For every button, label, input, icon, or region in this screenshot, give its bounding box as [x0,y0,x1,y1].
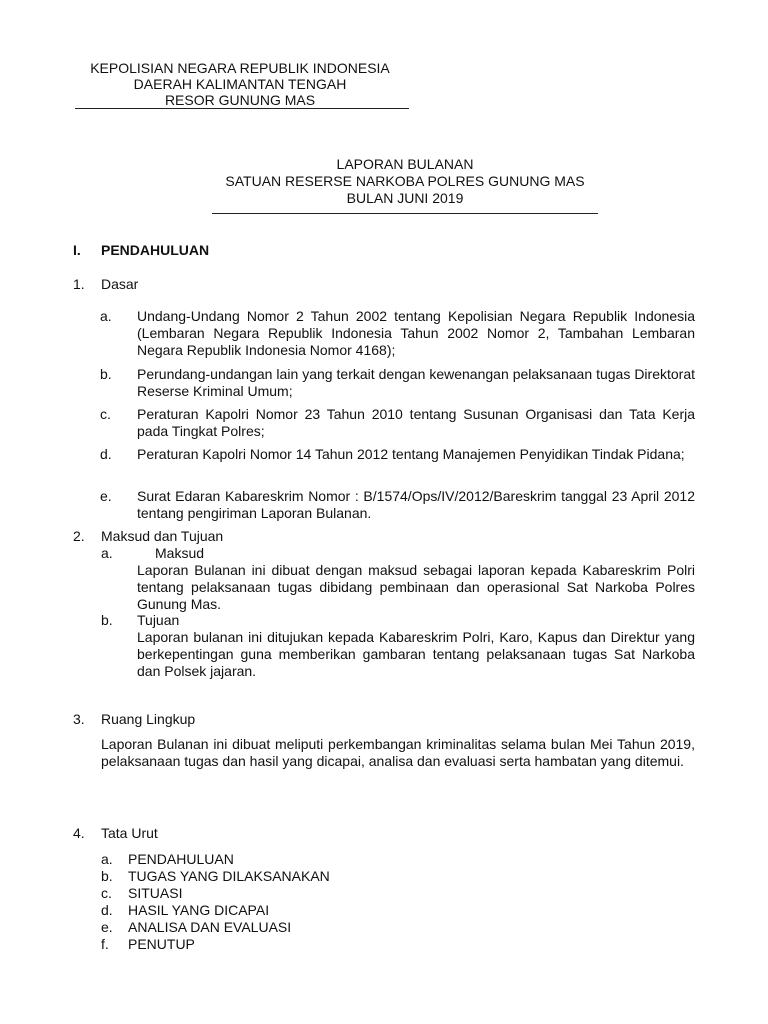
item-title: Maksud dan Tujuan [101,528,224,544]
tujuan-title: Tujuan [137,612,180,628]
section-number: I. [73,242,81,258]
list-item [101,902,330,919]
ruang-text: Laporan Bulanan ini dibuat meliputi perkembangan kriminalitas selama bulan Mei Tahun 2019, pelaksanaan tugas dan hasil yang dicapai, analisa dan evaluasi serta hambatan yang ditemui. [101,736,695,769]
item-number: 2. [73,528,85,544]
dasar-item-text: Peraturan Kapolri Nomor 14 Tahun 2012 tentang Manajemen Penyidikan Tindak Pidana; [137,446,685,462]
list-item [101,851,330,868]
list-item [101,919,330,936]
letterhead [60,60,420,108]
dasar-item-letter: e. [100,488,112,504]
report-title [100,156,710,214]
list-item-text: PENDAHULUAN [128,851,234,867]
report-title-line-2: SATUAN RESERSE NARKOBA POLRES GUNUNG MAS [225,173,585,189]
maksud-text: Laporan Bulanan ini dibuat dengan maksud sebagai laporan kepada Kabareskrim Polri tentang pelaksanaan tugas dibidang pembinaan dan operasional Sat Narkoba Polres Gunung Mas. [137,562,695,612]
list-item-text: SITUASI [128,885,183,901]
maksud-letter: a. [101,545,113,561]
letterhead-line-2: DAERAH KALIMANTAN TENGAH [133,76,347,92]
dasar-item-text: Perundang-undangan lain yang terkait dengan kewenangan pelaksanaan tugas Direktorat Reserse Kriminal Umum; [137,366,695,399]
list-item-letter: b. [101,868,113,884]
report-title-divider [212,213,598,214]
tata-list-inner [101,851,330,953]
report-title-line-3: BULAN JUNI 2019 [346,190,464,206]
dasar-item-letter: d. [100,446,112,462]
list-item-text: PENUTUP [128,936,195,952]
dasar-item-letter: a. [100,308,112,324]
section-heading [73,242,209,259]
list-item [101,936,330,953]
list-item-letter: f. [101,936,109,952]
dasar-item-text: Peraturan Kapolri Nomor 23 Tahun 2010 tentang Susunan Organisasi dan Tata Kerja pada Tingkat Polres; [137,406,695,439]
item-number: 1. [73,276,85,292]
dasar-item-text: Surat Edaran Kabareskrim Nomor : B/1574/Ops/IV/2012/Bareskrim tanggal 23 April 2012 tentang pengiriman Laporan Bulanan. [137,488,695,521]
letterhead-line-1: KEPOLISIAN NEGARA REPUBLIK INDONESIA [90,60,390,76]
maksud-title: Maksud [155,545,205,561]
section-title: PENDAHULUAN [101,242,210,258]
item-title: Tata Urut [101,825,158,841]
report-title-line-1: LAPORAN BULANAN [336,156,474,172]
dasar-item-letter: c. [100,406,111,422]
list-item-letter: c. [101,885,112,901]
dasar-item-letter: b. [100,366,112,382]
item-title: Ruang Lingkup [101,711,196,727]
list-item-letter: e. [101,919,113,935]
dasar-item-text: Undang-Undang Nomor 2 Tahun 2002 tentang Kepolisian Negara Republik Indonesia (Lembaran Negara Republik Indonesia Tahun 2002 Nomor 2, Tambahan Lembaran Negara Republik Indonesia Nomor 4168); [137,308,695,358]
letterhead-divider [75,108,409,109]
list-item-text: HASIL YANG DICAPAI [128,902,270,918]
list-item-text: ANALISA DAN EVALUASI [128,919,292,935]
list-item [101,885,330,902]
item-title: Dasar [101,276,139,292]
item-number: 3. [73,711,85,727]
tujuan-letter: b. [101,612,113,628]
item-number: 4. [73,825,85,841]
list-item [101,868,330,885]
list-item-letter: a. [101,851,113,867]
letterhead-line-3: RESOR GUNUNG MAS [164,92,316,108]
list-item-text: TUGAS YANG DILAKSANAKAN [128,868,330,884]
list-item-letter: d. [101,902,113,918]
tujuan-text: Laporan bulanan ini ditujukan kepada Kabareskrim Polri, Karo, Kapus dan Direktur yang berkepentingan guna memberikan gambaran tentang pelaksanaan tugas Sat Narkoba dan Polsek jajaran. [137,629,695,679]
